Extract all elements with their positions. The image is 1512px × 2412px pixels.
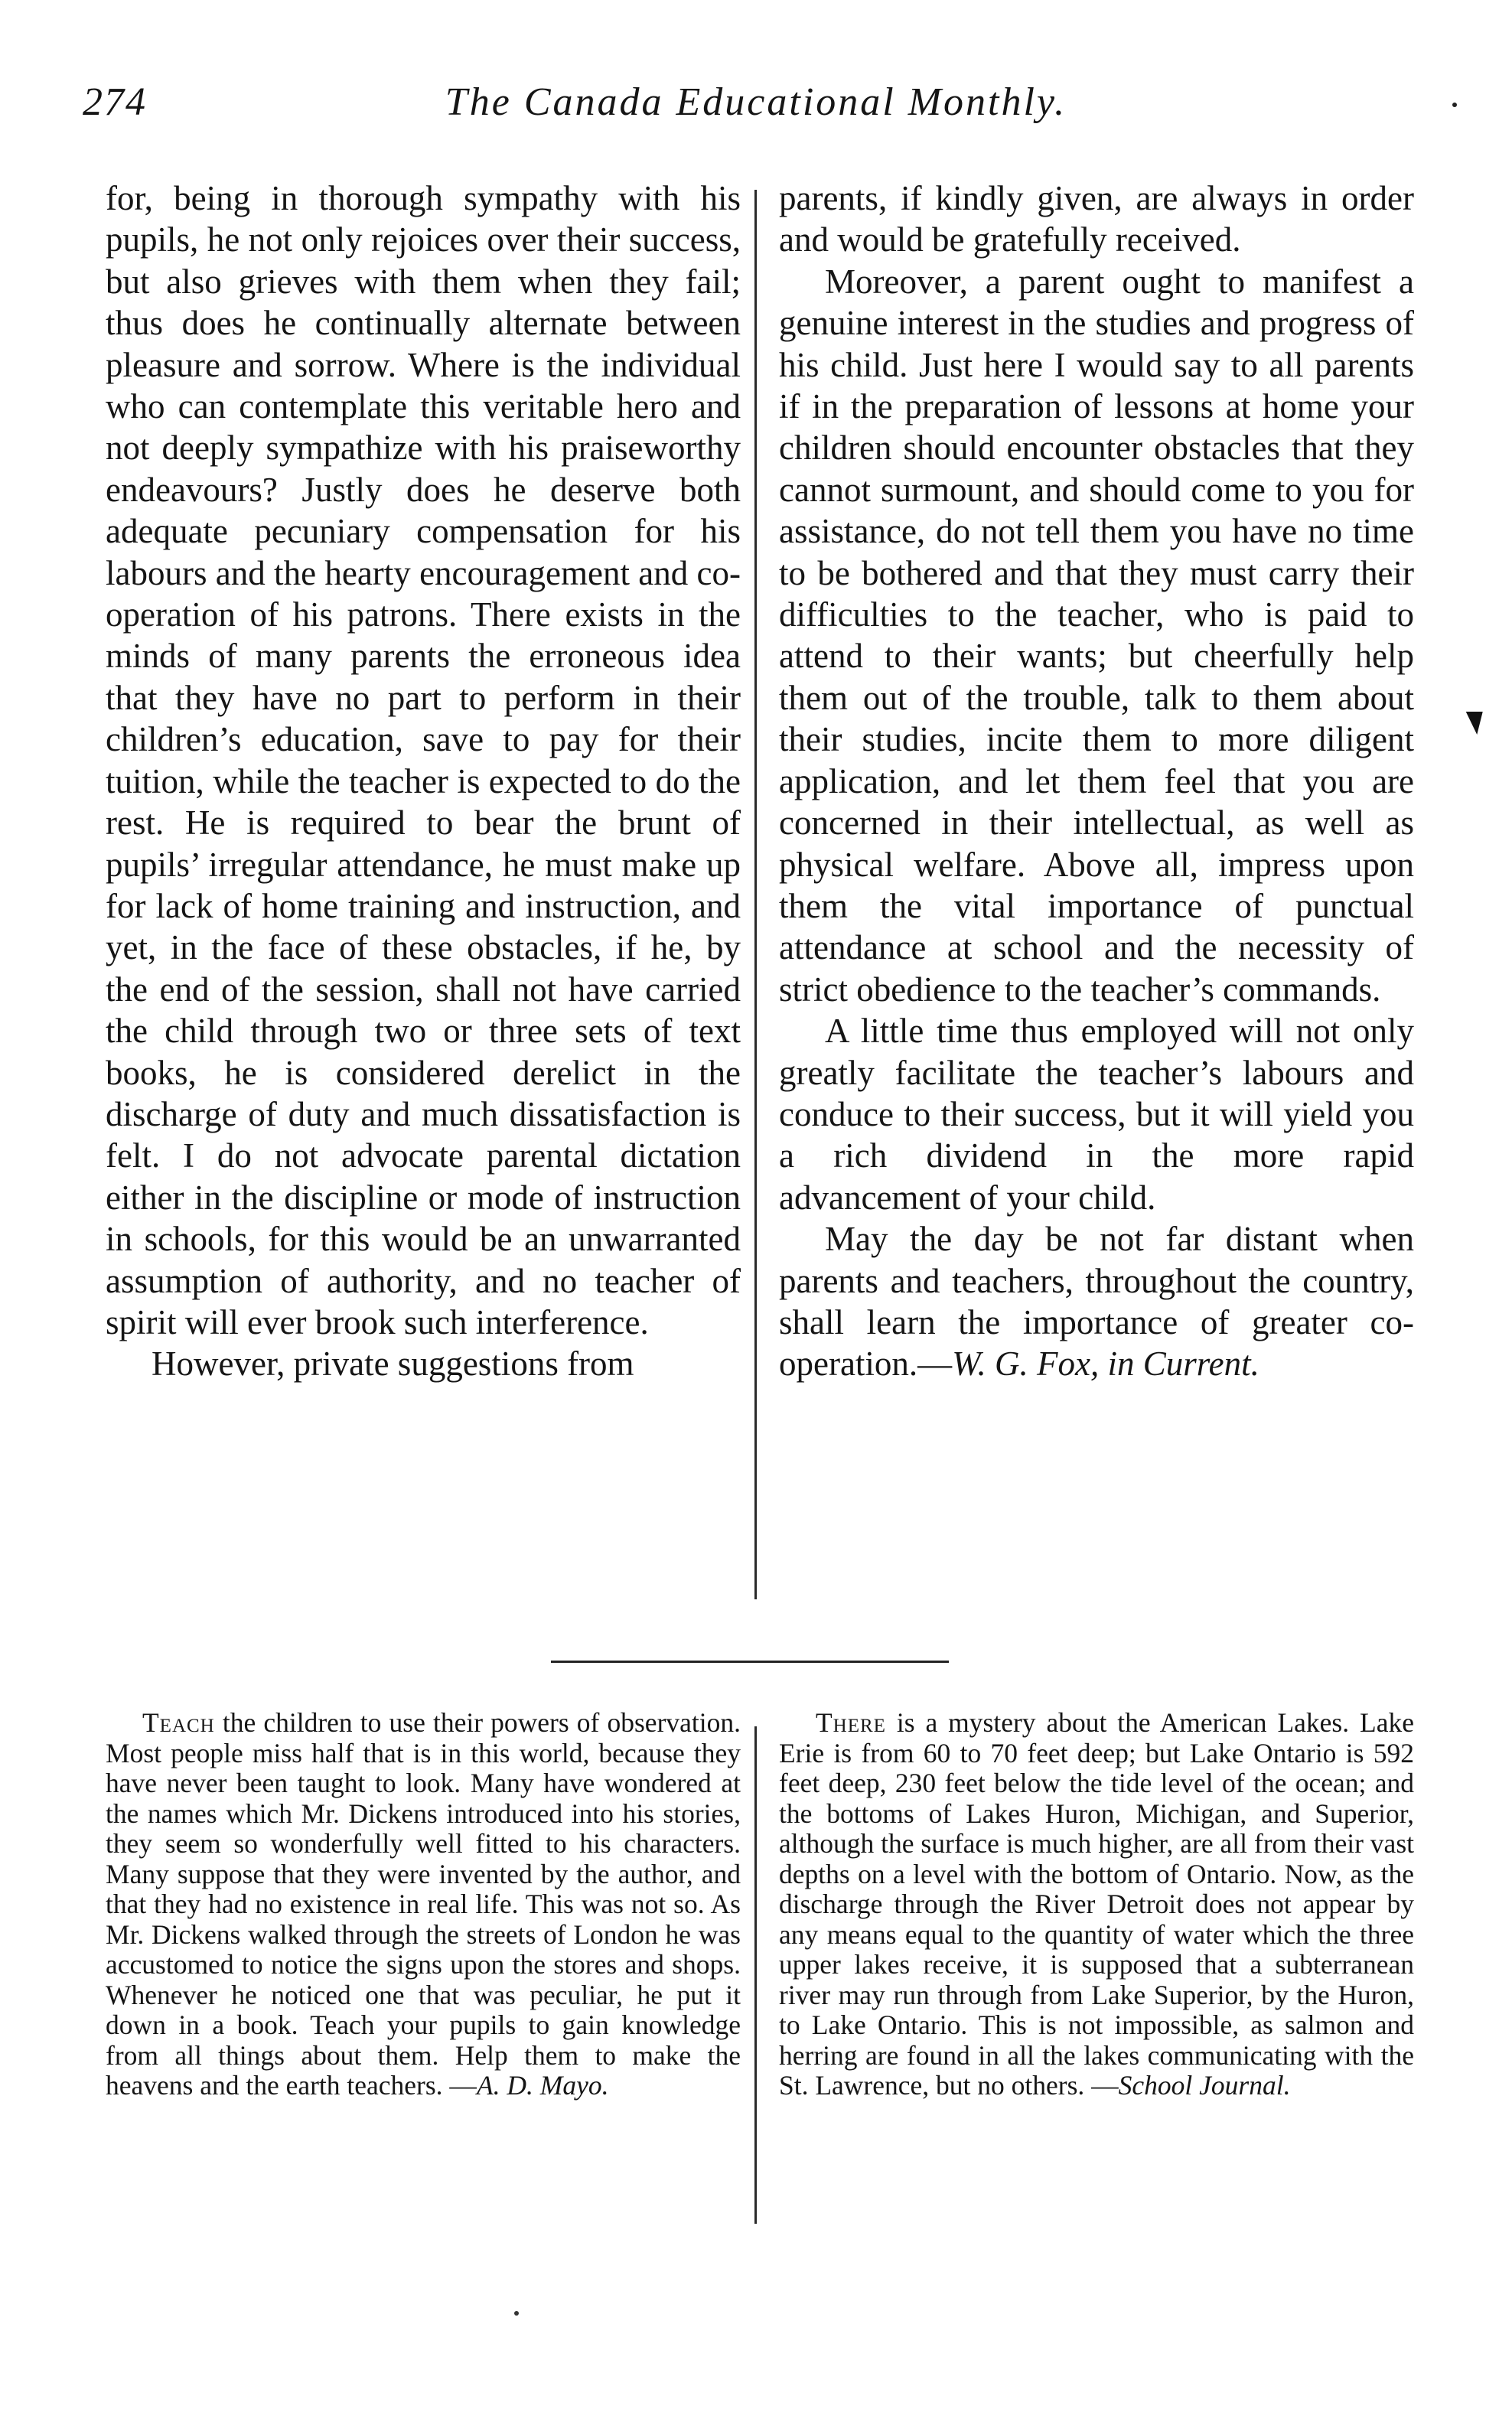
article-paragraph: However, private suggestions from: [152, 1345, 634, 1384]
article-paragraph: A little time thus employed will not only greatly facilitate the teacher’s labours and conduce to their success, but it will yield you a rich dividend in the more rapid advancement of your child.: [779, 1012, 1414, 1217]
page-number: 274: [83, 80, 147, 124]
header-dot: [1452, 103, 1457, 107]
running-title: The Canada Educational Monthly.: [445, 80, 1067, 124]
note-lead-word: There: [816, 1707, 886, 1738]
article-paragraph: parents, if kindly given, are always in order and would be gratefully received.: [779, 179, 1414, 259]
column-divider: [754, 1726, 757, 2224]
article-left-column: [106, 178, 741, 1385]
note-attribution: School Journal.: [1118, 2070, 1291, 2101]
note-right: [779, 1708, 1414, 2101]
article-right-column: [779, 178, 1414, 1385]
note-left: [106, 1708, 741, 2101]
footer-dot: [514, 2311, 519, 2316]
article-attribution: W. G. Fox, in Current.: [952, 1345, 1259, 1384]
note-attribution: A. D. Mayo.: [476, 2070, 609, 2101]
article-paragraph-closing: [779, 1218, 1414, 1385]
note-text: is a mystery about the American Lakes. Lake Erie is from 60 to 70 feet deep; but Lake Ontario is 592 feet deep, 230 feet below the tide level of the ocean; and the bottoms of Lakes Huron, Michigan, and Superior, although the surface is much higher, are all from their vast depths on a level with the bottom of Ontario. Now, as the discharge through the River Detroit does not appear by any means equal to the quantity of water which the three upper lakes receive, it is supposed that a subterranean river may run through from Lake Superior, by the Huron, to Lake Ontario. This is not impossible, as salmon and herring are found in all the lakes communicating with the St. Lawrence, but no others. —: [779, 1707, 1414, 2101]
article-paragraph: for, being in thorough sympathy with his pupils, he not only rejoices over their success, but also grieves with them when they fail; thus does he continually alternate between pleasure and sorrow. Where is the individual who can contemplate this veritable hero and not deeply sympathize with his praiseworthy endeavours? Justly does he deserve both adequate pecuniary compensation for his labours and the hearty encouragement and co-operation of his patrons. There exists in the minds of many parents the erroneous idea that they have no part to perform in their children’s education, save to pay for their tuition, while the teacher is expected to do the rest. He is required to bear the brunt of pupils’ irregular attendance, he must make up for lack of home training and instruction, and yet, in the face of these obstacles, if he, by the end of the session, shall not have carried the child through two or three sets of text books, he is considered derelict in the discharge of duty and much dissatisfaction is felt. I do not advocate parental dictation either in the discipline or mode of instruction in schools, for this would be an unwarranted assumption of authority, and no teacher of spirit will ever brook such interference.: [106, 179, 741, 1341]
article-paragraph: Moreover, a parent ought to manifest a genuine interest in the studies and progress of his child. Just here I would say to all parents if in the preparation of lessons at home your children should encounter obstacles that they cannot surmount, and should come to you for assistance, do not tell them you have no time to be bothered and that they must carry their difficulties to the teacher, who is paid to attend to their wants; but cheerfully help them out of the trouble, talk to them about their studies, incite them to more diligent application, and let them feel that you are concerned in their intellectual, as well as physical welfare. Above all, impress upon them the vital importance of punctual attendance at school and the necessity of strict obedience to the teacher’s commands.: [779, 262, 1414, 1009]
note-lead-word: Teach: [142, 1707, 215, 1738]
note-text: the children to use their powers of observation. Most people miss half that is in this world, because they have never been taught to look. Many have wondered at the names which Mr. Dickens introduced into his stories, they seem so wonderfully well fitted to his characters. Many suppose that they were invented by the author, and that they had no existence in real life. This was not so. As Mr. Dickens walked through the streets of London he was accustomed to notice the signs upon the stores and shops. Whenever he noticed one that was peculiar, he put it down in a book. Teach your pupils to gain knowledge from all things about them. Help them to make the heavens and the earth teachers. —: [106, 1707, 741, 2101]
column-divider: [754, 190, 757, 1599]
section-separator: [551, 1661, 949, 1663]
margin-mark: [1460, 712, 1482, 735]
article-paragraph-text: May the day be not far distant when parents and teachers, throughout the country, shall learn the importance of greater co-operation.—: [779, 1220, 1414, 1384]
page-header: [0, 80, 1512, 141]
note-paragraph: [106, 1708, 741, 2101]
note-paragraph: [779, 1708, 1414, 2101]
